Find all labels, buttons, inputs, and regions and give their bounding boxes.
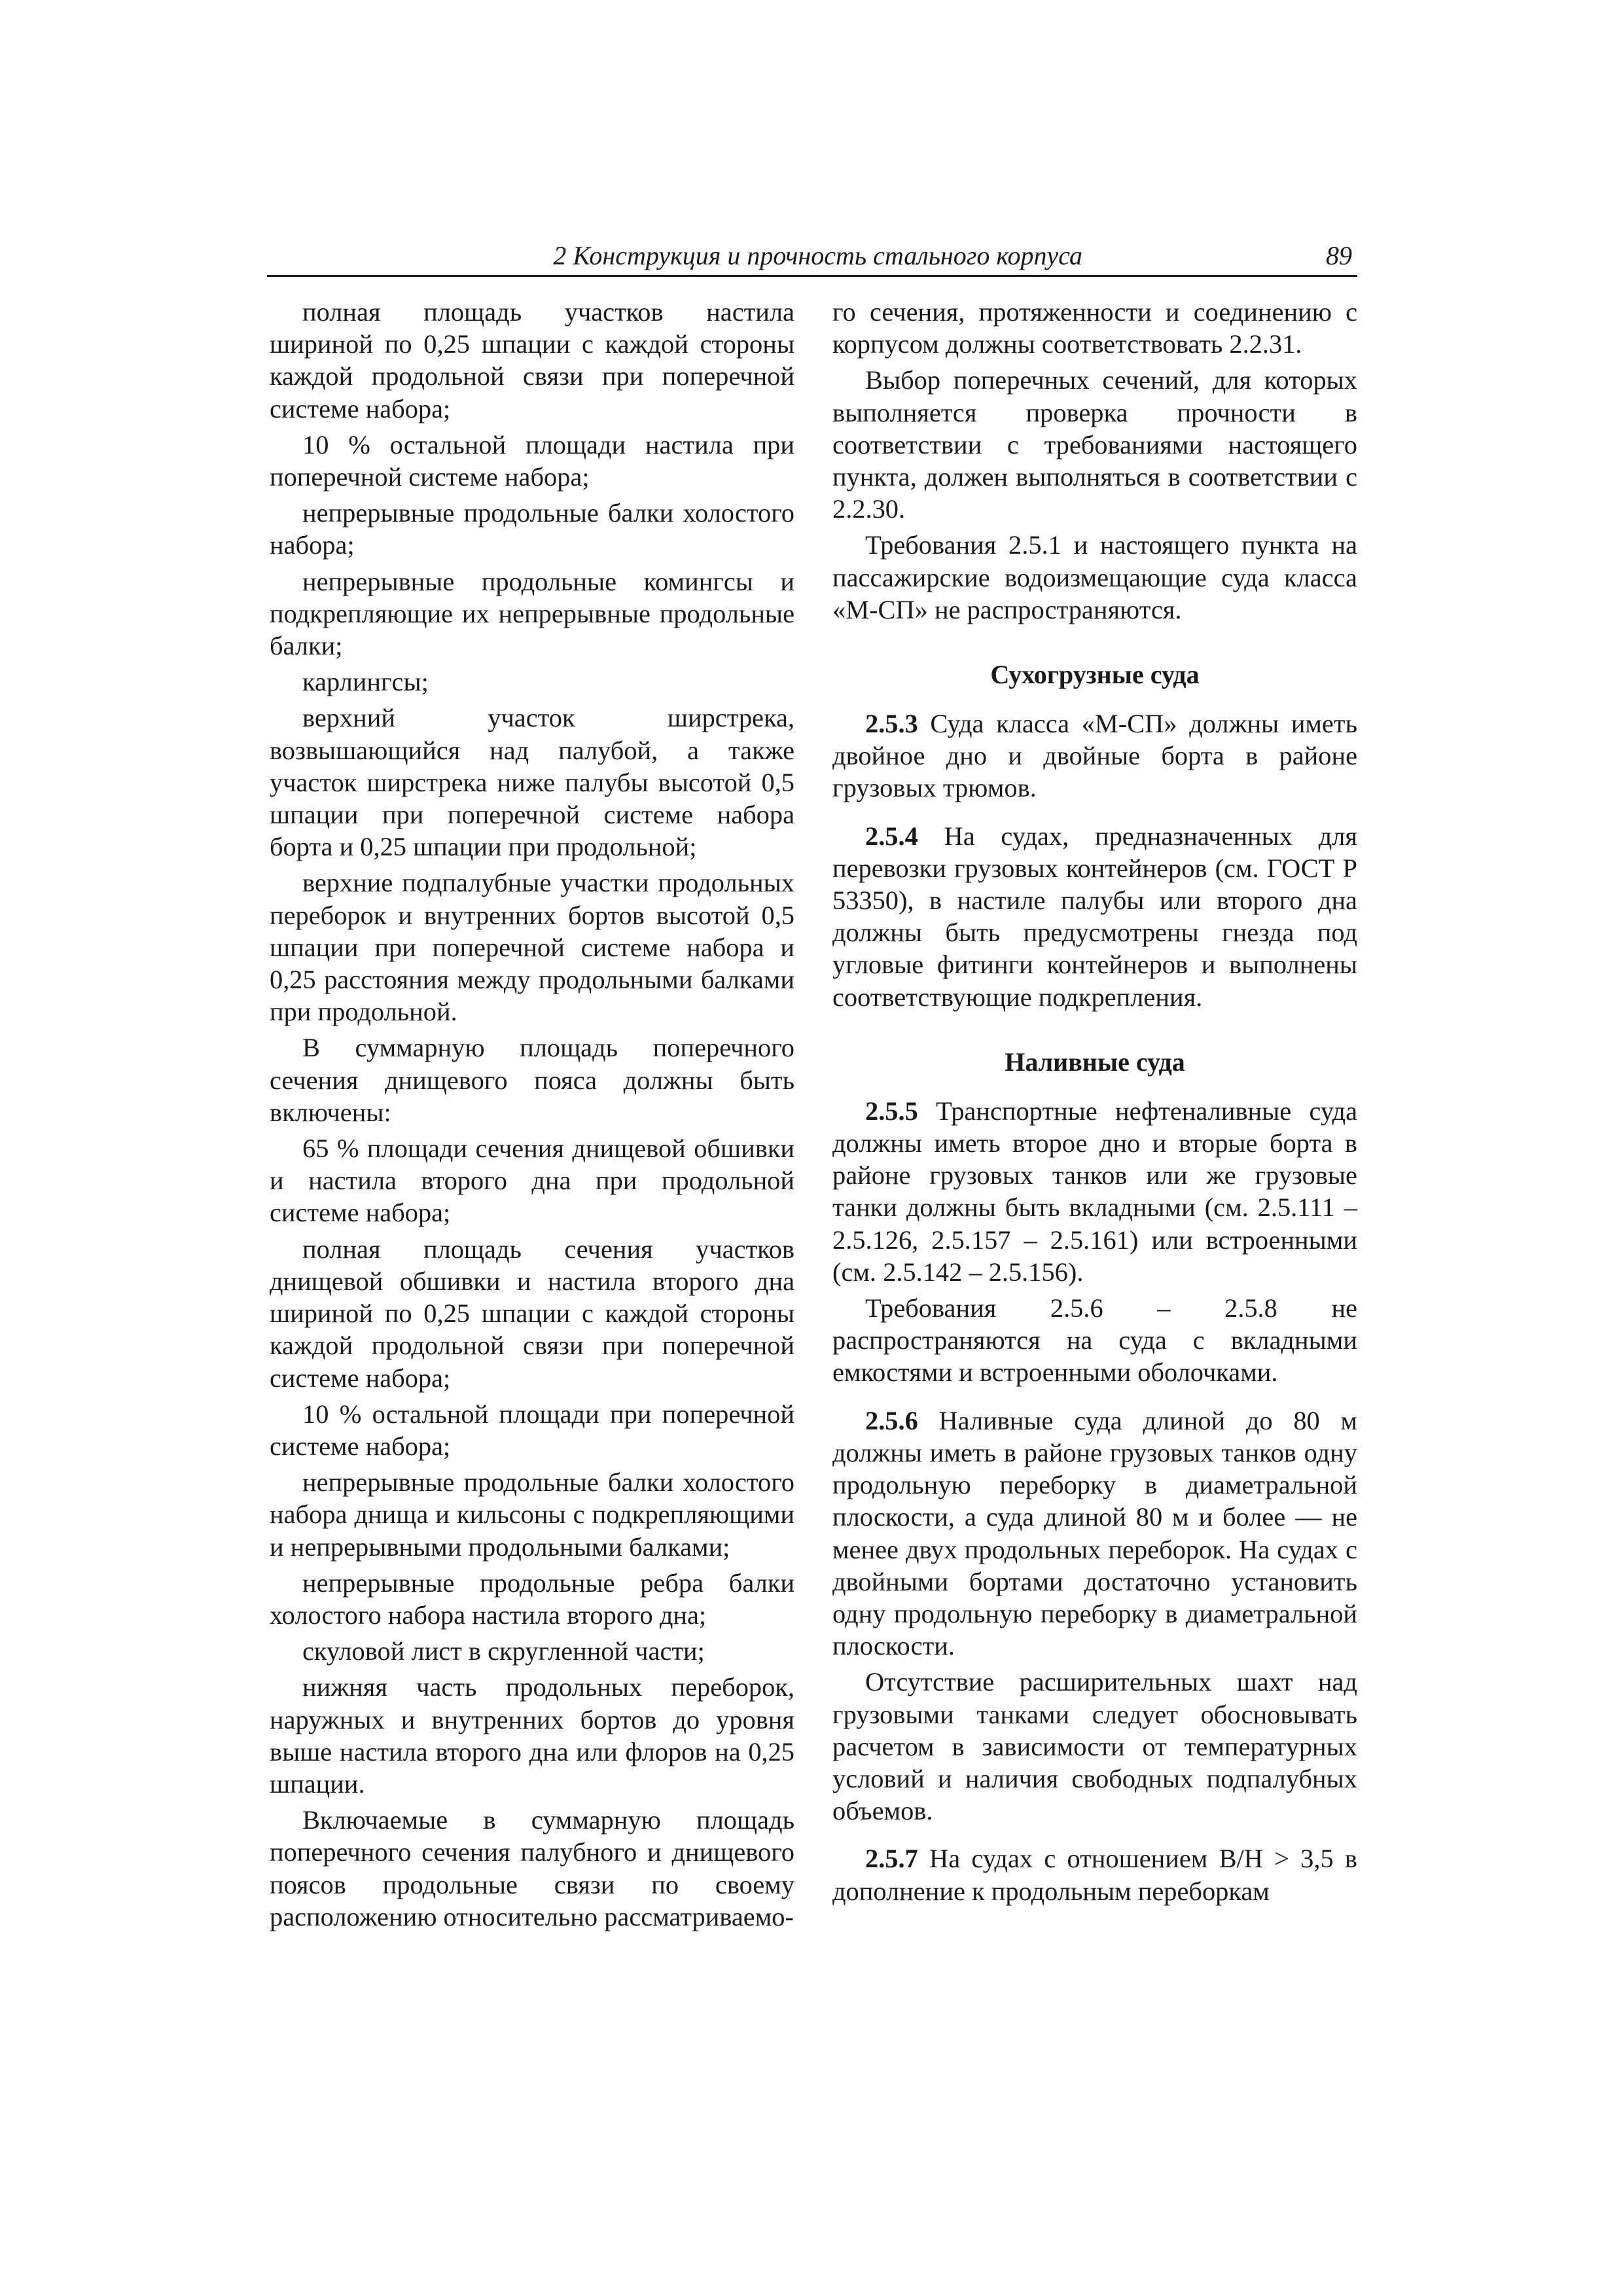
clause-number: 2.5.7	[865, 1844, 918, 1874]
list-item-bilge-plate: скуловой лист в скругленной части;	[302, 1636, 705, 1666]
page-header	[267, 237, 1357, 277]
running-title: 2 Конструкция и прочность стального корпуса	[553, 241, 1082, 270]
list-item-keelsons: непрерывные продольные балки холостого набора днища и кильсоны с подкрепляющими и непрерывными продольными балками;	[270, 1467, 794, 1562]
paragraph-section-selection: Выбор поперечных сечений, для которых выполняется проверка прочности в соответствии с требованиями настоящего пункта, должен выполняться в соответствии с 2.2.30.	[832, 365, 1357, 524]
clause-2-5-7	[832, 1842, 1357, 1907]
clause-text: На судах, предназначенных для перевозки грузовых контейнеров (см. ГОСТ Р 53350), в настиле палубы или второго дна должны быть предусмотрены гнезда под угловые фитинги контейнеров и выполнены соответствующие подкрепления.	[832, 821, 1357, 1012]
clause-text: Наливные суда длиной до 80 м должны иметь в районе грузовых танков одну продольную переборку в диаметральной плоскости, а суда длиной 80 м и более — не менее двух продольных переборок. На судах с двойными бортами достаточно установить одну продольную переборку в диаметральной плоскости.	[832, 1405, 1357, 1661]
list-item-lower-bulkheads: нижняя часть продольных переборок, наружных и внутренних бортов до уровня выше настила второго дна или флоров на 0,25 шпации.	[270, 1672, 794, 1799]
clause-number: 2.5.5	[865, 1096, 918, 1126]
clause-number: 2.5.3	[865, 709, 918, 739]
right-column	[832, 296, 1357, 1907]
list-item-carlings: карлингсы;	[302, 667, 429, 697]
list-item-deck-plating: полная площадь участков настила шириной по 0,25 шпации с каждой стороны каждой продольной связи при поперечной системе набора;	[270, 297, 794, 423]
heading-tankers: Наливные суда	[1005, 1047, 1185, 1077]
list-item-inner-bottom-ribs: непрерывные продольные ребра балки холостого набора настила второго дна;	[270, 1568, 794, 1630]
list-item-coamings: непрерывные продольные комингсы и подкрепляющие их непрерывные продольные балки;	[270, 566, 794, 661]
clause-number: 2.5.4	[865, 821, 918, 851]
list-item-bulkhead-upper-parts: верхние подпалубные участки продольных переборок и внутренних бортов высотой 0,5 шпации при поперечной системе набора и 0,25 расстояния между продольными балками при продольной.	[270, 868, 794, 1027]
list-item-bottom-plating-full: полная площадь сечения участков днищевой обшивки и настила второго дна шириной по 0,25 шпации с каждой стороны каждой продольной связи при поперечной системе набора;	[270, 1234, 794, 1393]
list-item-longitudinal-stiffeners: непрерывные продольные балки холостого набора;	[270, 498, 794, 560]
page-number: 89	[1326, 241, 1352, 270]
clause-text: Суда класса «М-СП» должны иметь двойное дно и двойные борта в районе грузовых трюмов.	[832, 709, 1357, 803]
clause-2-5-5	[832, 1095, 1357, 1288]
clause-2-5-6	[832, 1405, 1357, 1662]
list-item-remaining-bottom-area: 10 % остальной площади при поперечной системе набора;	[270, 1399, 794, 1461]
clause-number: 2.5.6	[865, 1405, 918, 1435]
paragraph-requirements-exception: Требования 2.5.6 – 2.5.8 не распространяются на суда с вкладными емкостями и встроенными оболочками.	[832, 1293, 1357, 1388]
paragraph-bottom-girder-intro: В суммарную площадь поперечного сечения днищевого пояса должны быть включены:	[270, 1033, 794, 1127]
clause-text: На судах с отношением B/H > 3,5 в дополнение к продольным переборкам	[832, 1844, 1357, 1906]
list-item-bottom-plating-65: 65 % площади сечения днищевой обшивки и настила второго дна при продольной системе набора;	[270, 1134, 794, 1228]
paragraph-included-members: Включаемые в суммарную площадь поперечного сечения палубного и днищевого поясов продольные связи по своему расположению относительно рассматриваемо-	[270, 1805, 794, 1931]
paragraph-not-applicable: Требования 2.5.1 и настоящего пункта на пассажирские водоизмещающие суда класса «М-СП» не распространяются.	[832, 530, 1357, 624]
heading-dry-cargo-ships: Сухогрузные суда	[990, 660, 1200, 690]
clause-2-5-3	[832, 708, 1357, 804]
left-column	[270, 296, 794, 1933]
paragraph-continuation: го сечения, протяженности и соединению с корпусом должны соответствовать 2.2.31.	[832, 297, 1357, 359]
list-item-remaining-deck-area: 10 % остальной площади настила при поперечной системе набора;	[270, 429, 794, 492]
list-item-sheerstrake: верхний участок ширстрека, возвышающийся над палубой, а также участок ширстрека ниже палубы высотой 0,5 шпации при поперечной системе набора борта и 0,25 шпации при продольной;	[270, 703, 794, 862]
clause-text: Транспортные нефтеналивные суда должны иметь второе дно и вторые борта в районе грузовых танков или же грузовые танки должны быть вкладными (см. 2.5.111 – 2.5.126, 2.5.157 – 2.5.161) или встроенными (см. 2.5.142 – 2.5.156).	[832, 1096, 1357, 1287]
paragraph-expansion-trunks: Отсутствие расширительных шахт над грузовыми танками следует обосновывать расчетом в зависимости от температурных условий и наличия свободных подпалубных объемов.	[832, 1667, 1357, 1826]
clause-2-5-4	[832, 820, 1357, 1013]
